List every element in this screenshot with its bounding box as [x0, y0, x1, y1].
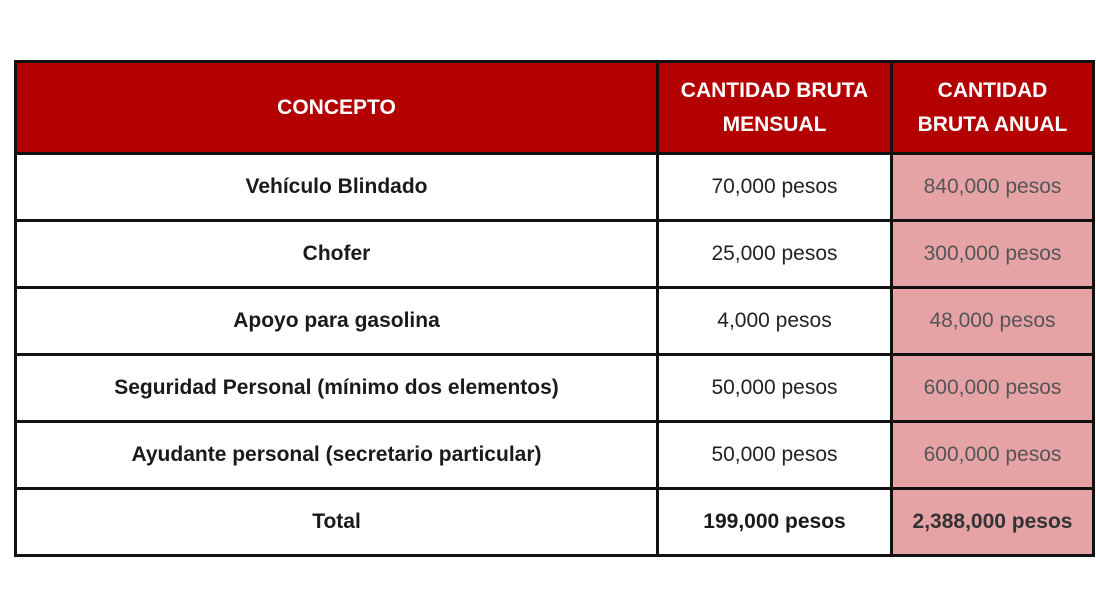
- table-row: [16, 221, 1094, 288]
- cost-table-container: [14, 60, 1092, 557]
- table-row: [16, 355, 1094, 422]
- total-monthly: 199,000 pesos: [658, 489, 892, 556]
- total-annual: 2,388,000 pesos: [892, 489, 1094, 556]
- cell-annual: 300,000 pesos: [892, 221, 1094, 288]
- table-body: [16, 154, 1094, 556]
- cell-concept: Chofer: [16, 221, 658, 288]
- cell-annual: 600,000 pesos: [892, 355, 1094, 422]
- cell-annual: 600,000 pesos: [892, 422, 1094, 489]
- table-row: [16, 422, 1094, 489]
- header-row: [16, 62, 1094, 154]
- cost-table: [14, 60, 1095, 557]
- cell-monthly: 25,000 pesos: [658, 221, 892, 288]
- cell-annual: 48,000 pesos: [892, 288, 1094, 355]
- cell-monthly: 70,000 pesos: [658, 154, 892, 221]
- cell-concept: Vehículo Blindado: [16, 154, 658, 221]
- table-row: [16, 154, 1094, 221]
- total-row: [16, 489, 1094, 556]
- cell-monthly: 50,000 pesos: [658, 355, 892, 422]
- header-annual: CANTIDAD BRUTA ANUAL: [892, 62, 1094, 154]
- cell-concept: Ayudante personal (secretario particular): [16, 422, 658, 489]
- cell-annual: 840,000 pesos: [892, 154, 1094, 221]
- total-label: Total: [16, 489, 658, 556]
- cell-concept: Apoyo para gasolina: [16, 288, 658, 355]
- table-row: [16, 288, 1094, 355]
- table-header: [16, 62, 1094, 154]
- header-concept: CONCEPTO: [16, 62, 658, 154]
- cell-concept: Seguridad Personal (mínimo dos elementos): [16, 355, 658, 422]
- header-monthly: CANTIDAD BRUTA MENSUAL: [658, 62, 892, 154]
- cell-monthly: 4,000 pesos: [658, 288, 892, 355]
- cell-monthly: 50,000 pesos: [658, 422, 892, 489]
